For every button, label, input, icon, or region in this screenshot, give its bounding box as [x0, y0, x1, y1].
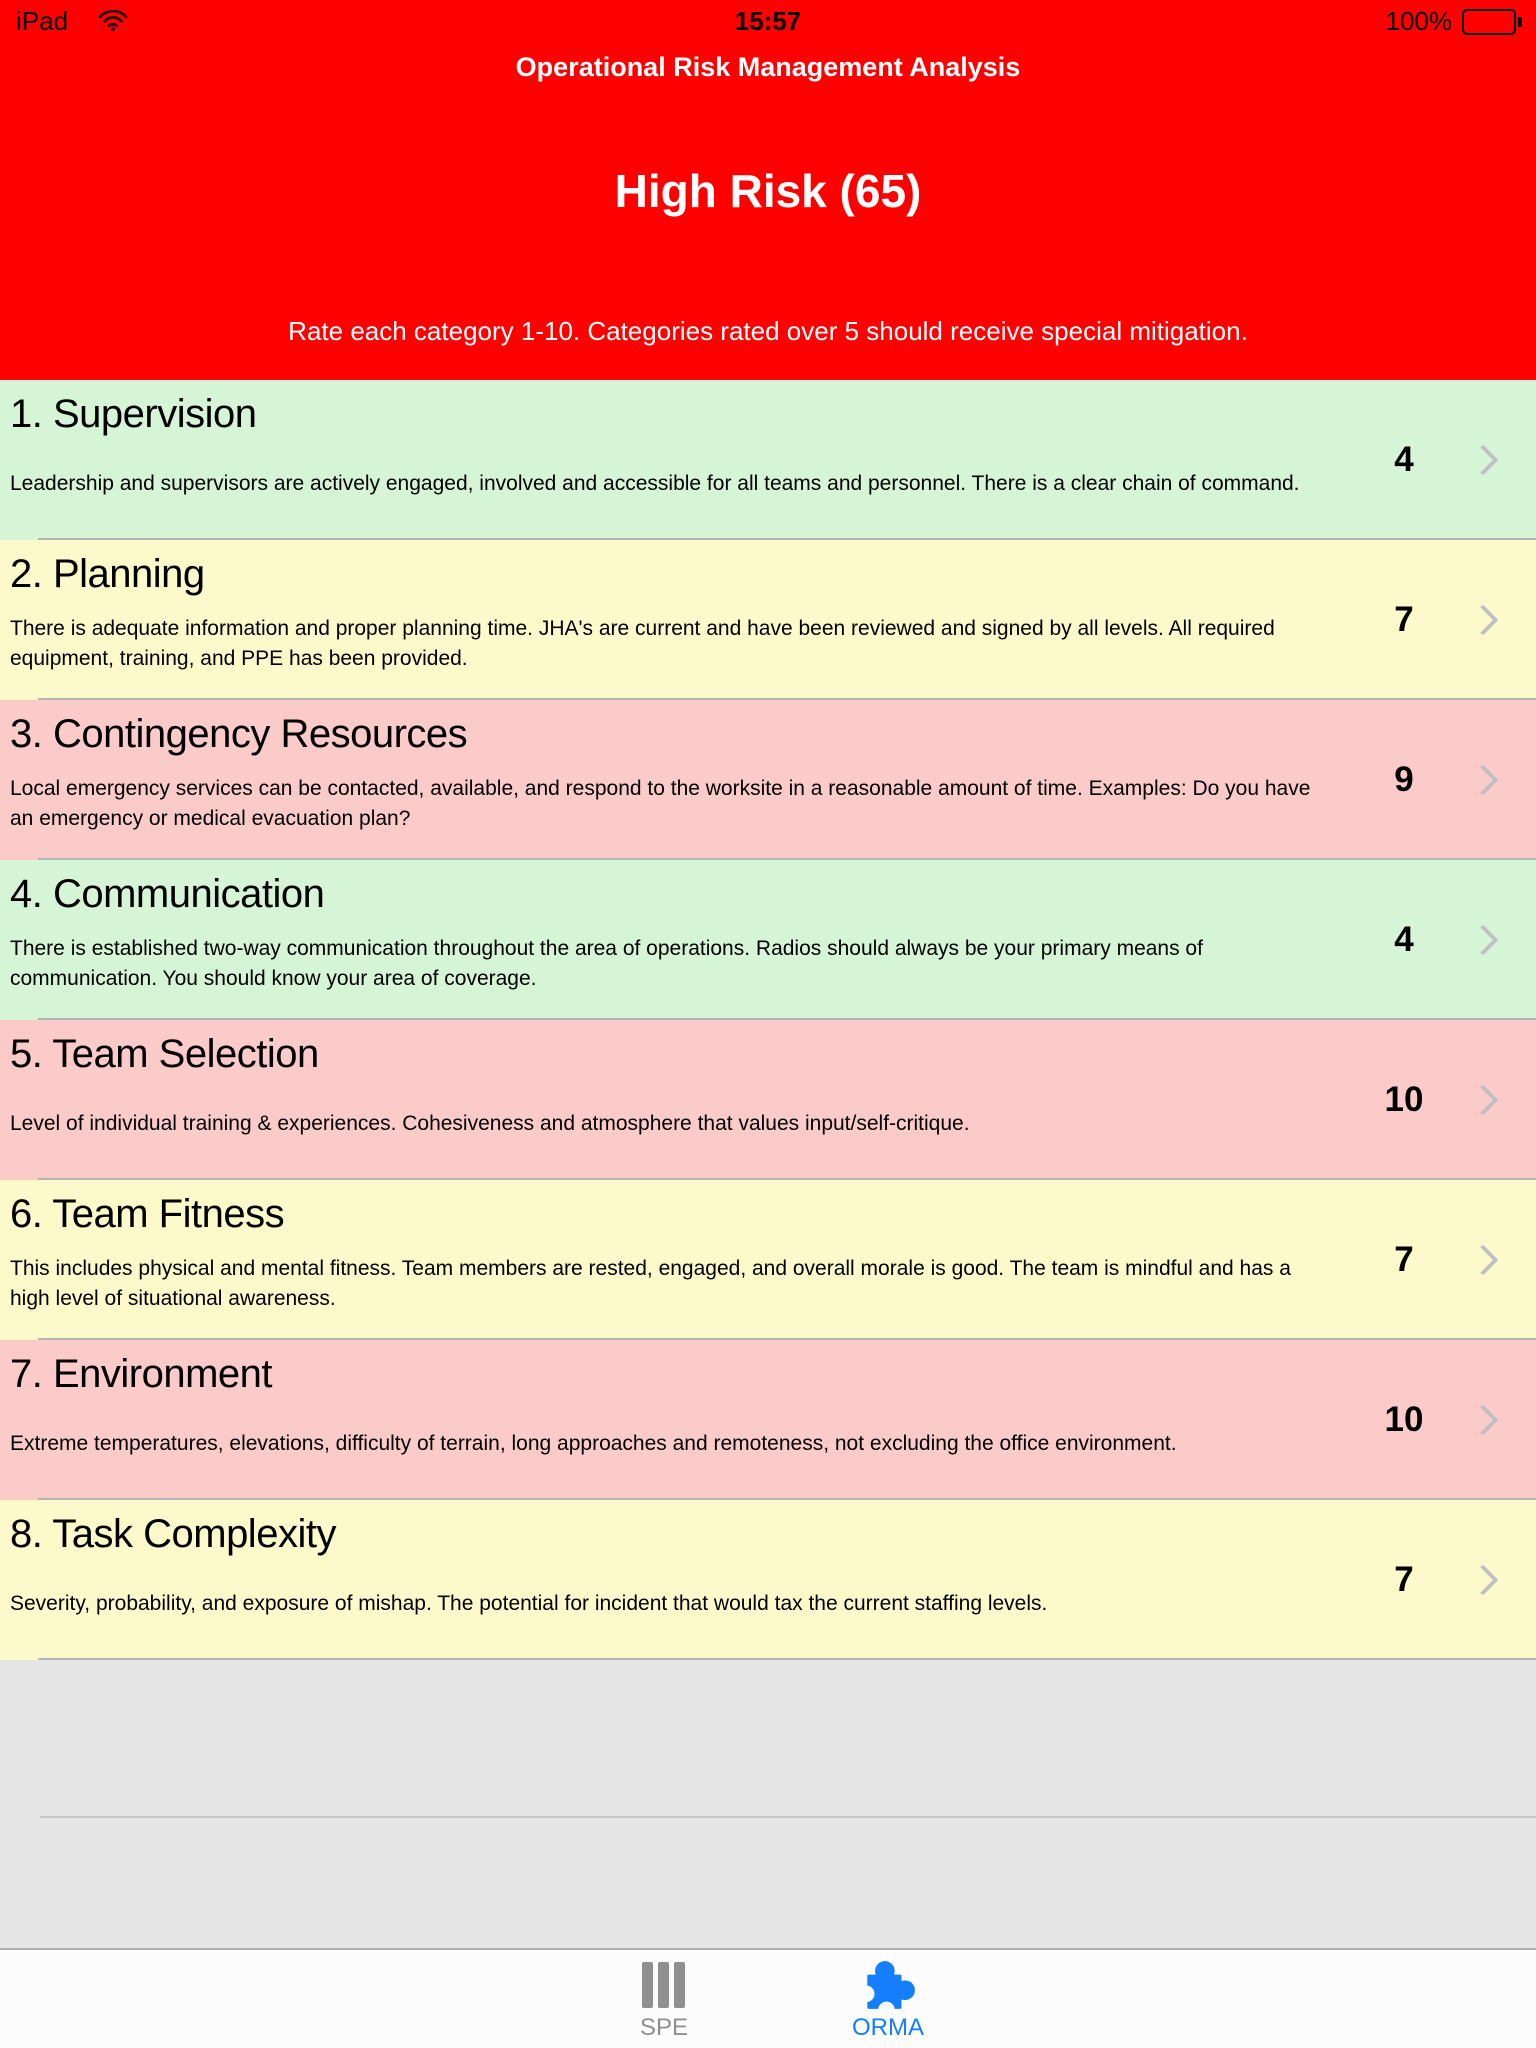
category-title: 7. Environment	[10, 1352, 273, 1396]
category-rating: 7	[1394, 1560, 1414, 1599]
chevron-right-icon	[1467, 924, 1498, 955]
empty-table-section	[0, 1660, 1536, 1948]
category-description: Level of individual training & experiences. Cohesiveness and atmosphere that values input/self-critique.	[10, 1111, 970, 1135]
tab-label: ORMA	[852, 2014, 924, 2041]
chevron-right-icon	[1467, 1404, 1498, 1435]
empty-row	[0, 1660, 1536, 1818]
category-description: Leadership and supervisors are actively engaged, involved and accessible for all teams and personnel. There is a clear chain of command.	[10, 471, 1300, 495]
category-rating: 10	[1384, 1400, 1424, 1439]
category-description: Severity, probability, and exposure of mishap. The potential for incident that would tax the current staffing levels.	[10, 1591, 1048, 1615]
empty-row	[0, 1818, 1536, 1948]
status-bar	[0, 0, 1536, 40]
bars-icon	[584, 1956, 744, 2014]
risk-level-label: High Risk (65)	[614, 165, 922, 217]
category-title: 2. Planning	[10, 552, 205, 596]
category-row-communication[interactable]	[0, 860, 1536, 1020]
category-description: There is established two-way communication throughout the area of operations. Radios should always be your primary means of communication. You should know your area of coverage.	[10, 936, 1203, 990]
category-rating: 10	[1384, 1080, 1424, 1119]
tab-bar	[0, 1948, 1536, 2048]
category-row-environment[interactable]	[0, 1340, 1536, 1500]
category-rating: 7	[1394, 600, 1414, 639]
category-row-task-complexity[interactable]	[0, 1500, 1536, 1660]
category-row-supervision[interactable]	[0, 380, 1536, 540]
chevron-right-icon	[1467, 1244, 1498, 1275]
tab-label: SPE	[639, 2014, 689, 2041]
category-title: 4. Communication	[10, 872, 325, 916]
tab-orma[interactable]	[808, 1956, 968, 2042]
battery-icon	[1462, 9, 1516, 35]
category-description: Local emergency services can be contacted, available, and respond to the worksite in a reasonable amount of time. Examples: Do you have an emergency or medical evacuation plan?	[10, 776, 1311, 830]
chevron-right-icon	[1467, 444, 1498, 475]
category-rating: 4	[1394, 440, 1414, 479]
chevron-right-icon	[1467, 604, 1498, 635]
category-row-team-selection[interactable]	[0, 1020, 1536, 1180]
category-title: 5. Team Selection	[10, 1032, 319, 1076]
battery-tip	[1518, 17, 1522, 27]
category-rating: 4	[1394, 920, 1414, 959]
category-row-contingency-resources[interactable]	[0, 700, 1536, 860]
category-title: 6. Team Fitness	[10, 1192, 285, 1236]
category-description: There is adequate information and proper planning time. JHA's are current and have been reviewed and signed by all levels. All required equipment, training, and PPE has been provided.	[10, 616, 1275, 670]
app-title: Operational Risk Management Analysis	[515, 52, 1021, 82]
category-list	[0, 380, 1536, 1660]
chevron-right-icon	[1467, 1084, 1498, 1115]
battery-percent-label: 100%	[1385, 6, 1452, 36]
category-row-team-fitness[interactable]	[0, 1180, 1536, 1340]
chevron-right-icon	[1467, 764, 1498, 795]
time-label: 15:57	[734, 6, 802, 36]
category-row-planning[interactable]	[0, 540, 1536, 700]
category-description: Extreme temperatures, elevations, difficulty of terrain, long approaches and remoteness, not excluding the office environment.	[10, 1431, 1177, 1455]
carrier-label: iPad	[16, 6, 69, 36]
battery-status	[1386, 6, 1523, 37]
category-title: 1. Supervision	[10, 392, 257, 436]
category-title: 8. Task Complexity	[10, 1512, 336, 1556]
chevron-right-icon	[1467, 1564, 1498, 1595]
risk-header	[0, 0, 1536, 380]
category-description: This includes physical and mental fitness. Team members are rested, engaged, and overall morale is good. The team is mindful and has a high level of situational awareness.	[10, 1256, 1291, 1310]
puzzle-icon	[808, 1956, 968, 2014]
tab-spe[interactable]	[584, 1956, 744, 2042]
rating-instruction: Rate each category 1-10. Categories rated over 5 should receive special mitigation.	[288, 316, 1248, 346]
category-title: 3. Contingency Resources	[10, 712, 468, 756]
category-rating: 9	[1394, 760, 1414, 799]
category-rating: 7	[1394, 1240, 1414, 1279]
